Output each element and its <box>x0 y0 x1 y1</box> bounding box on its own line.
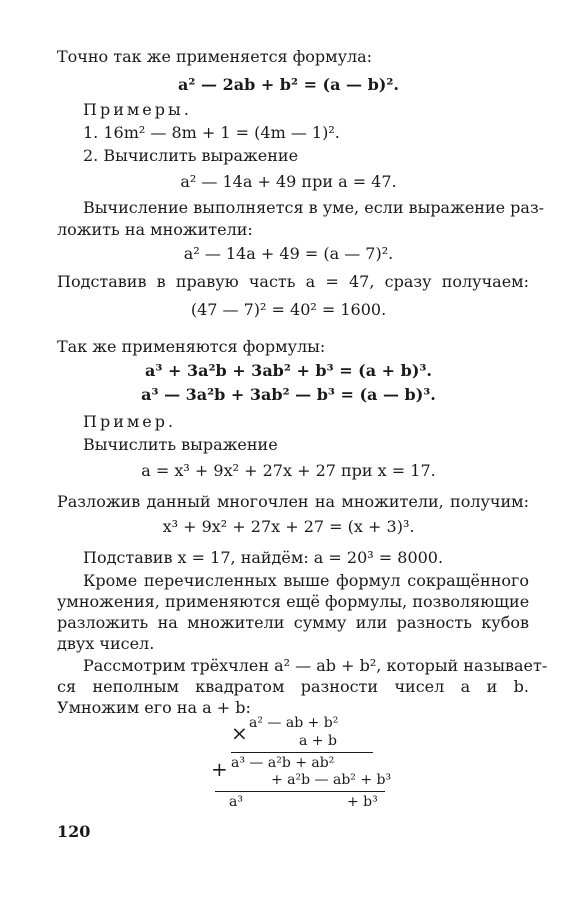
text-line: Вычисление выполняется в уме, если выражение раз- <box>83 198 545 217</box>
text-line: Вычислить выражение <box>83 435 278 454</box>
text-line: ложить на множители: <box>57 220 253 239</box>
text-line: Подставив x = 17, найдём: a = 20³ = 8000. <box>83 548 444 567</box>
result-term-2: + b³ <box>347 794 378 810</box>
formula-cube-sum: a³ + 3a²b + 3ab² + b³ = (a + b)³. <box>145 361 432 380</box>
text-line: Так же применяются формулы: <box>57 337 326 356</box>
expression: a = x³ + 9x² + 27x + 27 при x = 17. <box>141 461 436 480</box>
page-number: 120 <box>57 822 91 841</box>
text-line: Разложив данный многочлен на множители, получим: <box>57 492 529 511</box>
formula: a² — 14a + 49 = (a — 7)². <box>183 244 394 263</box>
heading-example: Пример. <box>83 412 177 431</box>
text-line: Рассмотрим трёхчлен a² — ab + b², который называет- <box>83 656 548 675</box>
text-line: умножения, применяются ещё формулы, позволяющие <box>57 592 530 611</box>
multiplication-column <box>205 715 395 815</box>
formula-square-difference: a² — 2ab + b² = (a — b)². <box>178 75 399 94</box>
partial-product-1: a³ — a²b + ab² <box>231 755 335 771</box>
times-sign: × <box>231 721 248 745</box>
text-line: Подставив в правую часть a = 47, сразу получаем: <box>57 272 529 291</box>
example-1: 1. 16m² — 8m + 1 = (4m — 1)². <box>83 123 340 142</box>
rule-line <box>215 791 385 792</box>
text-line: двух чисел. <box>57 634 155 653</box>
rule-line <box>231 752 373 753</box>
text-line: Умножим его на a + b: <box>57 698 251 717</box>
example-2: 2. Вычислить выражение <box>83 146 299 165</box>
result-term-1: a³ <box>229 794 243 810</box>
formula: (47 — 7)² = 40² = 1600. <box>190 300 387 319</box>
multiplier: a + b <box>299 733 337 749</box>
formula-cube-difference: a³ — 3a²b + 3ab² — b³ = (a — b)³. <box>141 385 436 404</box>
expression: a² — 14a + 49 при a = 47. <box>180 172 397 191</box>
partial-product-2: + a²b — ab² + b³ <box>271 772 392 788</box>
formula: x³ + 9x² + 27x + 27 = (x + 3)³. <box>162 517 415 536</box>
text-line: ся неполным квадратом разности чисел a и b. <box>57 677 529 696</box>
multiplicand: a² — ab + b² <box>249 715 339 731</box>
plus-sign: + <box>211 757 228 781</box>
text-line: Кроме перечисленных выше формул сокращённого <box>83 571 529 590</box>
text-line: разложить на множители сумму или разность кубов <box>57 613 529 632</box>
text-line: Точно так же применяется формула: <box>57 47 373 66</box>
heading-examples: Примеры. <box>83 100 192 119</box>
